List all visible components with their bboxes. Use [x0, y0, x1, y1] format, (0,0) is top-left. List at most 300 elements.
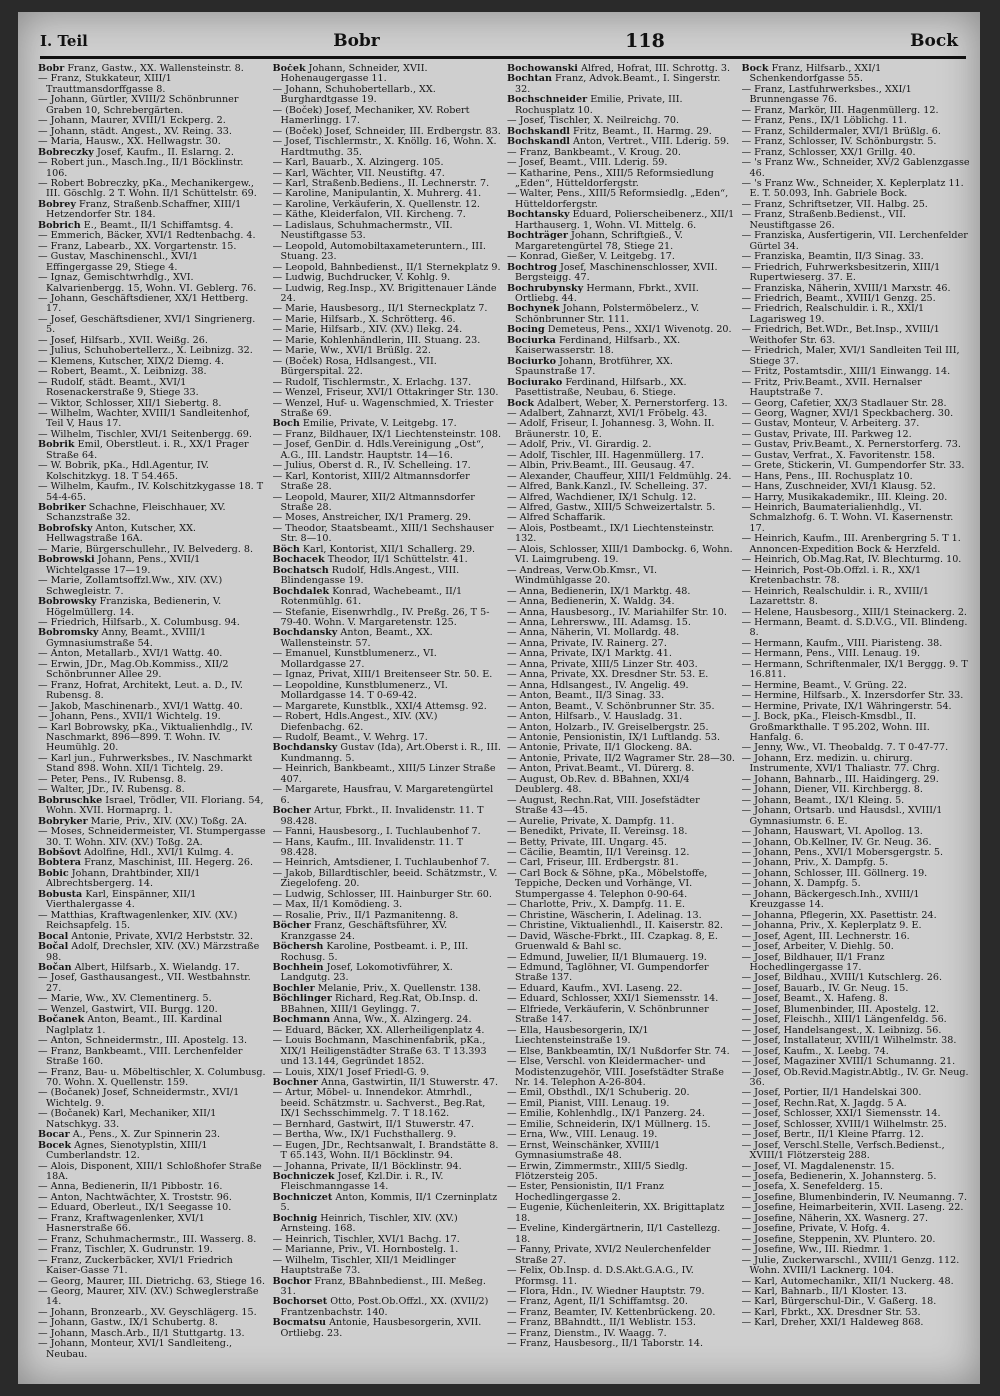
entry-details: Adolfine, Hdl., XVI/1 Kulmg. 4.: [84, 846, 234, 858]
entry-details: Franziska, Bedienerin, V. Högelmüllerg. 14.: [46, 596, 222, 618]
entry-details: — Grete, Stickerin, VI. Gumpendorfer Str. 33.: [741, 460, 965, 472]
entry-details: — Konrad, Gießer, V. Leitgebg. 17.: [507, 251, 675, 263]
directory-entry: [507, 524, 736, 545]
directory-entry: [273, 1141, 502, 1162]
directory-entry: [38, 95, 267, 116]
directory-entry: [742, 587, 971, 608]
entry-details: Richard, Reg.Rat, Ob.Insp. d. BBahnen, XIII/1 Geylingg. 7.: [280, 993, 479, 1015]
entry-details: Alfred, Hofrat, III. Schrottg. 3.: [580, 64, 731, 74]
directory-entry: [742, 1318, 971, 1328]
directory-entry: [38, 378, 267, 399]
entry-details: — Franz, Agent, II/1 Schiffamtsg. 20.: [507, 1296, 688, 1308]
entry-surname: Bochacek: [272, 554, 325, 566]
entry-details: — Josefa, X. Senefelderg. 15.: [741, 1181, 883, 1193]
entry-surname: Bobšovt: [38, 846, 82, 858]
entry-details: — Josef, Schlosser, XVIII/1 Wilhelmstr. 25.: [741, 1118, 947, 1130]
entry-details: — Anna, Bedienerin, X. Waldg. 34.: [507, 596, 675, 608]
directory-entry: [507, 566, 736, 587]
entry-details: — 's Franz Ww., Schneider, XV/2 Gablenzgasse 46.: [741, 157, 970, 179]
entry-details: — Karl, Bürgerschul-Dir., V. Gaßerg. 18.: [741, 1296, 937, 1308]
directory-entry: [273, 806, 502, 827]
entry-details: — Rudolf, städt. Beamt., XVI/1 Rosenackerstraße 9, Stiege 33.: [38, 376, 199, 399]
entry-details: — Eduard, Bäcker, XX. Allerheiligenplatz 4.: [272, 1024, 485, 1036]
entry-surname: Bochschneider: [507, 94, 588, 106]
directory-entry: [507, 1005, 736, 1026]
directory-entry: [38, 890, 267, 911]
entry-surname: Bociurako: [507, 376, 563, 388]
entry-details: Adalbert, Weber, X. Pernerstorferg. 13.: [537, 397, 728, 409]
directory-entry: [507, 210, 736, 231]
entry-details: — Josef, Bildhauer, II/1 Franz Hochedlingergasse 17.: [741, 951, 885, 973]
entry-details: — Hermann, Pens., VIII. Lenaug. 19.: [741, 648, 921, 660]
entry-details: Melanie, Priv., X. Quellenstr. 138.: [317, 982, 481, 994]
directory-entry: [38, 628, 267, 649]
entry-details: — Carl, Friseur, III. Erdbergstr. 81.: [507, 857, 679, 869]
entry-details: — Josef, Fleischh., XIII/1 Längenfeldg. 56.: [741, 1014, 947, 1026]
entry-details: — Leopold, Automobiltaxameteruntern., III. Stuang. 23.: [272, 240, 486, 263]
directory-entry: [273, 1172, 502, 1193]
directory-entry: [273, 681, 502, 702]
entry-surname: Bobrey: [38, 198, 76, 210]
entry-surname: Bobrofsky: [38, 522, 93, 534]
entry-details: — Hermann, Schriftenmaler, IX/1 Berggg. 9. T 16.811.: [741, 658, 968, 681]
entry-details: — Anna, Private, XIII/5 Linzer Str. 403.: [507, 658, 698, 670]
directory-entry: [507, 378, 736, 399]
directory-entry: [38, 200, 267, 221]
entry-details: — Franz, Tischler, X. Gudrunstr. 19.: [38, 1244, 213, 1256]
entry-details: — Eduard, Oberleut., IX/1 Seegasse 10.: [38, 1202, 232, 1214]
entry-details: — Emanuel, Kunstblumenerz., VI. Mollardgasse 27.: [272, 648, 437, 670]
entry-details: — Alfred, Bank.Kanzl., IV. Schelleing. 37.: [507, 481, 708, 493]
entry-details: — Edmund, Taglöhner, VI. Gumpendorfer Straße 137.: [507, 961, 709, 984]
directory-entry: [507, 963, 736, 984]
entry-surname: Bocher: [272, 805, 311, 817]
directory-entry: [38, 294, 267, 315]
entry-details: — Franz, Lastfuhrwerksbes., XXI/1 Brunnengasse 76.: [741, 83, 912, 106]
directory-entry: [273, 942, 502, 963]
entry-details: — W. Bobrik, pKa., Hdl.Agentur, IV. Kolschitzkyg. 18. T 54.465.: [38, 460, 209, 482]
entry-details: — Margarete, Kunstblk., XXI/4 Attemsg. 92.: [272, 700, 487, 712]
entry-details: — Felix, Ob.Insp. d. D.S.Akt.G.A.G., IV. Pformsg. 11.: [507, 1265, 694, 1287]
entry-details: Franz, Maschinist, III. Hegerg. 26.: [84, 857, 254, 869]
column-2: [273, 64, 502, 1366]
entry-details: — Friedrich, Maler, XVI/1 Sandleiten Teil III, Stiege 37.: [741, 345, 960, 367]
entry-surname: Bobruschke: [38, 794, 103, 806]
entry-details: — Franziska, Beamtin, II/3 Sinag. 33.: [741, 251, 924, 263]
entry-details: — Hermine, Private, IX/1 Währingerstr. 54.: [741, 700, 952, 712]
entry-details: — Josefine, Steppenin, XV. Pluntero. 20.: [741, 1233, 936, 1245]
directory-entry: [38, 1088, 267, 1109]
entry-details: — Ladislaus, Schuhmachermstr., VII. Neustiftgasse 53.: [272, 219, 453, 242]
entry-details: — Hermann, Beamt. d. S.D.V.G., VII. Blindeng. 8.: [741, 617, 968, 639]
entry-details: — Johann, Ortsarb. und Hausdsl., XVIII/1 Gymnasiumstr. 6. E.: [741, 805, 943, 827]
entry-details: — Eugenie, Küchenleiterin, XX. Brigittaplatz 18.: [507, 1202, 725, 1224]
entry-details: Johann, Brotführer, XX. Spaunstraße 17.: [515, 355, 673, 378]
entry-details: — Bertha, Ww., IX/1 Fuchsthallerg. 9.: [272, 1129, 457, 1141]
entry-details: — Ella, Hausbesorgerin, IX/1 Liechtensteinstraße 19.: [507, 1024, 649, 1047]
entry-details: — Karl jun., Fuhrwerksbes., IV. Naschmarkt Stand 898. Wohn. XII/1 Tichtelg. 29.: [38, 752, 253, 775]
entry-details: Heinrich, Tischler, XIV. (XV.) Arnsteing. 168.: [280, 1212, 458, 1235]
entry-surname: Bochhein: [272, 961, 324, 973]
entry-details: — Walter, JDr., IV. Rubensg. 8.: [38, 784, 185, 796]
entry-details: — August, Ob.Rev. d. BBahnen, XXI/4 Deublerg. 48.: [507, 773, 690, 796]
directory-entry: [38, 911, 267, 932]
directory-entry: [38, 942, 267, 963]
directory-entry: [38, 1068, 267, 1089]
entry-details: — (Bočanek) Karl, Mechaniker, XII/1 Natschkyg. 33.: [38, 1108, 217, 1130]
entry-details: — Gustav, Verfrat., X. Favoritenstr. 158.: [741, 449, 936, 461]
entry-details: — Edmund, Juwelier, II/1 Blumauerg. 19.: [507, 951, 707, 963]
entry-details: — Anton, Metallarb., XVI/1 Wattg. 40.: [38, 648, 223, 660]
entry-details: — Anna, Private, XX. Dresdner Str. 53. E.: [507, 669, 709, 681]
entry-surname: Bock: [741, 64, 769, 74]
entry-details: — Franziska, Ausfertigerin, VII. Lerchenfelder Gürtel 34.: [741, 230, 968, 252]
directory-entry: [38, 1214, 267, 1235]
directory-entry: [507, 231, 736, 252]
entry-details: — Josef, Bauarb., IV. Gr. Neug. 15.: [741, 982, 909, 994]
entry-details: — (Boček) Josef, Schneider, III. Erdbergstr. 83.: [272, 125, 501, 137]
directory-entry: [273, 1297, 502, 1318]
entry-surname: Bochskandl: [507, 136, 570, 148]
directory-entry: [38, 827, 267, 848]
entry-details: — Anton, Hilfsarb., V. Hausladg. 31.: [507, 711, 683, 723]
entry-details: Otto, Post.Ob.Offzl., XX. (XVII/2) Frantzenbachstr. 140.: [280, 1296, 489, 1318]
directory-entry: [273, 493, 502, 514]
entry-details: — Adalbert, Zahnarzt, XVI/1 Fröbelg. 43.: [507, 407, 708, 419]
directory-entry: [507, 169, 736, 190]
entry-details: — Heinrich, Bankbeamt., XIII/5 Linzer Straße 407.: [272, 763, 496, 785]
directory-entry: [273, 1193, 502, 1214]
directory-entry: [742, 231, 971, 252]
entry-details: — Josef, Schlosser, XXI/1 Siemensstr. 14.: [741, 1108, 941, 1120]
entry-details: — Anna, Hdlsangest., IV. Angelig. 49.: [507, 679, 689, 691]
entry-details: Konrad, Wachebeamt., II/1 Rotenmühlg. 61.: [280, 585, 463, 608]
entry-details: — Eveline, Kindergärtnerin, II/1 Castellezg. 18.: [507, 1223, 721, 1245]
entry-details: — Josefine, Heimarbeiterin, XVII. Laseng. 22.: [741, 1202, 964, 1214]
entry-surname: Bočanek: [38, 1014, 85, 1026]
entry-details: — Karoline, Manipulantin, X. Muhrerg. 41.: [272, 188, 482, 200]
entry-surname: Bochskandl: [507, 125, 570, 137]
entry-details: — Josef, Agent, III. Lechnerstr. 16.: [741, 930, 910, 942]
entry-details: — Franz, Beamter, IV. Kettenbrückeng. 20.: [507, 1306, 716, 1318]
directory-entry: [742, 618, 971, 639]
entry-details: E., Beamt., II/1 Schiffamtsg. 4.: [83, 219, 234, 231]
entry-details: — Josef, Kaufm., X. Leebg. 74.: [741, 1045, 889, 1057]
entry-details: — Franz, Hausbesorg., II/1 Taborstr. 14.: [507, 1338, 704, 1350]
entry-details: Artur, Fbrkt., II. Invalidenstr. 11. T 98.428.: [280, 805, 484, 827]
entry-details: — Emil, Pianist, VIII. Lenaug. 19.: [507, 1097, 670, 1109]
directory-entry: [273, 994, 502, 1015]
entry-details: — Josefine, Blumenbinderin, IV. Neumanng. 7.: [741, 1191, 968, 1203]
entry-surname: Bobr: [38, 64, 65, 74]
entry-surname: Bobrowski: [38, 554, 95, 566]
entry-details: Franz, Gastw., XX. Wallensteinstr. 8.: [67, 64, 244, 74]
entry-details: — Josef, Arbeiter, V. Diehlg. 50.: [741, 941, 894, 953]
entry-details: — Anna, Näherin, VI. Mollardg. 48.: [507, 627, 680, 639]
directory-entry: [507, 1266, 736, 1287]
entry-details: Franz, Straßenb.Schaffner, XIII/1 Hetzendorfer Str. 184.: [46, 198, 242, 221]
entry-surname: Bochner: [272, 1076, 318, 1088]
entry-details: — Hermann, Kaufm., VIII. Piaristeng. 38.: [741, 637, 943, 649]
entry-details: — Charlotte, Priv., X. Dampfg. 11. E.: [507, 899, 686, 911]
entry-details: — Wenzel, Friseur, XVI/1 Ottakringer Str. 130.: [272, 387, 499, 399]
directory-entry: [742, 534, 971, 555]
entry-details: Emilie, Private, V. Leitgebg. 17.: [302, 418, 457, 430]
entry-surname: Bochtansky: [507, 209, 570, 221]
entry-details: — Ludwig, Buchdrucker, V. Kohlg. 9.: [272, 272, 451, 284]
entry-details: — Robert, Hdls.Angest., XIV. (XV.) Diefenbachg. 62.: [272, 711, 438, 733]
entry-details: — Louis, XIX/1 Josef Friedl-G. 9.: [272, 1066, 430, 1078]
entry-details: — Josefine, Näherin, XX. Wasnerg. 27.: [741, 1212, 928, 1224]
entry-details: — Peter, Pens., IV. Rubensg. 8.: [38, 773, 187, 785]
entry-details: — Karl, Kontorist, XIII/2 Altmannsdorfer Straße 28.: [272, 470, 470, 493]
directory-entry: [507, 869, 736, 900]
entry-details: — Fritz, Priv.Beamt., XVII. Hernalser Hauptstraße 7.: [741, 376, 922, 399]
entry-details: — Karl, Bahnarb., II/1 Kloster. 13.: [741, 1286, 907, 1298]
page-header: [40, 26, 958, 56]
entry-details: — Alfred, Wachdiener, IX/1 Schulg. 12.: [507, 491, 697, 503]
entry-details: Josef, Maschinenschlosser, XVII. Bergsteigg. 47.: [515, 261, 718, 284]
directory-entry: [507, 1162, 736, 1183]
entry-details: — Johann, Schuhobertellarb., XX. Burghardtgasse 19.: [272, 83, 436, 106]
entry-details: — Jenny, Ww., VI. Theobaldg. 7. T 0-47-77.: [741, 742, 949, 754]
entry-details: — Johann, Monteur, XVI/1 Sandleiteng., Neubau.: [38, 1338, 233, 1360]
directory-entry: [742, 304, 971, 325]
entry-details: — Karoline, Verkäuferin, X. Quellenstr. 12.: [272, 198, 480, 210]
entry-details: — Johann, Pens., XVI/1 Mobersgergstr. 5.: [741, 846, 944, 858]
entry-surname: Bochynek: [507, 303, 560, 315]
left-running-head: Bobr: [333, 31, 380, 51]
entry-details: — Johann, Geschäftsdiener, XX/1 Hettberg. 17.: [38, 292, 249, 315]
directory-entry: [273, 649, 502, 670]
directory-entry: [273, 137, 502, 158]
entry-details: — Marie, Hilfsarb., XIV. (XV.) Ilekg. 24.: [272, 324, 463, 336]
entry-details: — Johann, Gürtler, XVIII/2 Schönbrunner Graben 10, Schrebergärten.: [38, 94, 239, 116]
entry-details: Antonie, Private, XVI/2 Herbststr. 32.: [71, 930, 254, 942]
header-rule: [40, 56, 966, 59]
entry-details: — Franz, Bau- u. Möbeltischler, X. Columbusg. 70. Wohn. X. Quellenstr. 159.: [38, 1066, 266, 1088]
entry-details: — Franz, Bildhauer, IX/1 Liechtensteinstr. 108.: [272, 428, 501, 440]
directory-entry: [273, 608, 502, 629]
entry-surname: Bocing: [507, 324, 545, 336]
entry-details: — Hans, Zuschneider, XVI/1 Klausg. 52.: [741, 481, 936, 493]
entry-details: — Josef, Portier, II/1 Handelskai 300.: [741, 1087, 922, 1099]
entry-surname: Bochniczet: [272, 1191, 333, 1203]
entry-surname: Bochtrog: [507, 261, 557, 273]
entry-surname: Bocar: [38, 1129, 70, 1141]
entry-details: — Karl, Bauarb., X. Alzingerg. 105.: [272, 157, 444, 169]
entry-details: — Robert jun., Masch.Ing., II/1 Böcklinstr. 106.: [38, 157, 244, 179]
entry-details: — Josef, Verschl.Stelle, Verfsch.Bedienst., XVIII/1 Flötzersteig 288.: [741, 1139, 945, 1162]
entry-details: — Franz, Schlosser, XX/1 Grillg. 40.: [741, 146, 916, 158]
entry-details: — Johann, Erz. medizin. u. chirurg. Instrumente, XVI/1 Thaliastr. 77. Chrg.: [741, 752, 940, 775]
entry-details: — Albin, Priv.Beamt., III. Geusaug. 47.: [507, 460, 695, 472]
directory-columns: [38, 64, 970, 1366]
column-4: [742, 64, 971, 1366]
entry-details: — Maria, Hausw., XX. Hellwagstr. 30.: [38, 136, 221, 148]
directory-entry: [742, 953, 971, 974]
entry-details: — Benedikt, Private, II. Vereinsg. 18.: [507, 826, 688, 838]
entry-details: — Anton, Beamt., V. Schönbrunner Str. 35.: [507, 700, 715, 712]
entry-surname: Bobrik: [38, 439, 75, 451]
entry-details: — Emmerich, Bäcker, XVI/1 Redtenbachg. 4.: [38, 230, 256, 242]
entry-details: — Marianne, Priv., VI. Hornbostelg. 1.: [272, 1244, 459, 1256]
entry-details: — Franz, BBahndtt., II/1 Weblistr. 153.: [507, 1317, 696, 1329]
entry-details: — Johanna, Pflegerin, XX. Pasettistr. 24.: [741, 909, 937, 921]
entry-details: — Gustav, Maschinenschl., XVI/1 Effingergasse 29, Stiege 4.: [38, 251, 199, 273]
entry-details: — Franz, Schriftsetzer, VII. Halbg. 25.: [741, 198, 928, 210]
directory-entry: [507, 1245, 736, 1266]
entry-details: — Anton, Privat.Beamt., VI. Dürerg. 8.: [507, 763, 695, 775]
entry-details: — Johanna, Priv., X. Keplerplatz 9. E.: [741, 920, 922, 932]
directory-entry: [273, 628, 502, 649]
entry-details: — Franz, Schildermaler, XVI/1 Brüßlg. 6.: [741, 125, 941, 137]
entry-details: — Emilie, Schneiderin, IX/1 Müllnerg. 15.: [507, 1118, 711, 1130]
directory-entry: [273, 357, 502, 378]
entry-surname: Bochor: [272, 1275, 312, 1287]
entry-details: Josef, Kzl.Dir. i. R., IV. Fleischmanngasse 14.: [280, 1171, 444, 1193]
directory-entry: [507, 419, 736, 440]
entry-surname: Bochowanski: [507, 64, 578, 74]
entry-details: — Johanna, Private, II/1 Böcklinstr. 94.: [272, 1160, 462, 1172]
entry-details: — (Boček) Josef, Mechaniker, XV. Robert Hamerlingg. 17.: [272, 104, 470, 127]
directory-entry: [507, 932, 736, 953]
entry-details: — Josef, Tischlermstr., X. Knöllg. 16, Wohn. X. Hardtmuthg. 35.: [272, 136, 497, 158]
directory-page: [18, 12, 980, 1384]
entry-details: — Leopold, Bahnbedienst., II/1 Sternekplatz 9.: [272, 261, 501, 273]
directory-entry: [38, 440, 267, 461]
entry-details: — Franz, Hofrat, Architekt, Leut. a. D., IV. Rubensg. 8.: [38, 679, 243, 702]
entry-details: — Harry, Musikakademikr., III. Kleing. 20.: [741, 491, 948, 503]
entry-details: — Bernhard, Gastwirt, II/1 Stuwerstr. 47.: [272, 1118, 475, 1130]
entry-details: — Anton, Holzarb., IV. Greiselbergstr. 25.: [507, 721, 709, 733]
entry-surname: Bobryker: [38, 815, 88, 827]
entry-details: — Wenzel, Gastwirt, VII. Burgg. 120.: [38, 1003, 218, 1015]
directory-entry: [507, 74, 736, 95]
entry-details: Israel, Trödler, VII. Floriang. 54, Wohn. XVII. Hormaprg. 1.: [46, 794, 264, 817]
directory-entry: [38, 973, 267, 994]
entry-details: — (Boček) Rosa, Hdlsangest., VII. Bürgerspital. 22.: [272, 355, 437, 378]
entry-details: — Karl, Automechanikr., XII/1 Nuckerg. 48.: [741, 1275, 954, 1287]
entry-details: Anton, Vertret., VIII. Lderig. 59.: [572, 136, 730, 148]
directory-entry: [273, 1036, 502, 1067]
entry-details: — Marie, Hilfsarb., X. Schrötterg. 46.: [272, 313, 456, 325]
entry-surname: Bochnig: [272, 1212, 318, 1224]
directory-entry: [273, 963, 502, 984]
entry-details: — Heinrich, Kaufm., III. Arenbergring 5. T 1. Annoncen-Expedition Bock & Herzfeld.: [741, 533, 961, 555]
entry-details: — Josefa, Bedienerin, X. Johannsterg. 5.: [741, 1171, 937, 1183]
directory-entry: [38, 1256, 267, 1277]
entry-details: — (Bočanek) Josef, Schneidermstr., XVI/1 Wichtelg. 9.: [38, 1087, 240, 1109]
directory-entry: [742, 754, 971, 775]
entry-details: — Johann, X. Dampfg. 5.: [741, 878, 861, 890]
directory-entry: [273, 743, 502, 764]
entry-details: — Käthe, Kleiderfalon, VII. Kircheng. 7.: [272, 209, 466, 221]
entry-details: — Franz, Stukkateur, XIII/1 Trauttmansdorffgasse 8.: [38, 73, 172, 95]
entry-surname: Boček: [272, 64, 306, 74]
directory-entry: [38, 1162, 267, 1183]
entry-details: — Georg, Wagner, XVI/1 Speckbacherg. 30.: [741, 407, 954, 419]
directory-entry: [38, 179, 267, 200]
directory-entry: [507, 545, 736, 566]
entry-details: — Hermine, Beamt., V. Grüng. 22.: [741, 679, 907, 691]
directory-entry: [742, 806, 971, 827]
entry-surname: Bobromsky: [38, 627, 99, 639]
entry-details: — Fanny, Private, XVI/2 Neulerchenfelder Straße 27.: [507, 1244, 711, 1266]
entry-details: — Franziska, Näherin, XVIII/1 Marxstr. 46.: [741, 282, 951, 294]
entry-details: Emil, Oberstleut. i. R., XX/1 Prager Straße 64.: [46, 439, 249, 461]
entry-details: — Alexander, Chauffeur, XIII/1 Feldmühlg. 24.: [507, 470, 732, 482]
entry-details: — Johann, Maurer, XVIII/1 Eckperg. 2.: [38, 115, 226, 127]
entry-details: Franz, Geschäftsführer, XV. Kranzgasse 24.: [280, 920, 448, 942]
directory-entry: [38, 754, 267, 775]
entry-details: — Wilhelm, Wachter, XVIII/1 Sandleitenhof, Teil V, Haus 17.: [38, 407, 250, 430]
entry-details: — Josef, GenDir. d. Hdls.Vereinigung „Ost“, A.G., III. Landstr. Hauptstr. 14—16.: [272, 439, 484, 461]
entry-details: — Christine, Wäscherin, I. Adelinag. 13.: [507, 909, 702, 921]
entry-details: Fritz, Beamt., II. Harmg. 29.: [572, 125, 712, 137]
entry-details: Karoline, Postbeamt. i. P., III. Rochusg. 5.: [280, 941, 469, 963]
entry-details: — Cäcilie, Beamtin, II/1 Vereinsg. 12.: [507, 846, 690, 858]
entry-details: — Johann, Ob.Kellner, IV. Gr. Neug. 36.: [741, 836, 932, 848]
entry-details: Anton, Beamt., III. Kardinal Naglplatz 1.: [46, 1014, 223, 1036]
entry-details: — Gustav, Private, III. Parkweg 12.: [741, 428, 912, 440]
entry-details: Johann, Polstermöbelerz., V. Schönbrunner Str. 111.: [515, 303, 700, 325]
entry-details: — Johann, Diener, VII. Kirchbergg. 8.: [741, 784, 923, 796]
entry-details: — Anna, Private, IX/1 Marktg. 41.: [507, 648, 672, 660]
directory-entry: [742, 1068, 971, 1089]
entry-details: Rudolf, Hdls.Angest., VIII. Blindengasse 19.: [280, 564, 460, 587]
entry-details: A., Pens., X. Zur Spinnerin 23.: [72, 1129, 221, 1141]
entry-details: — Franz, Bankbeamt., VIII. Lerchenfelder Straße 160.: [38, 1045, 243, 1068]
entry-details: — Wilhelm, Tischler, XVI/1 Seitenbergg. 69.: [38, 428, 252, 440]
entry-surname: Bochträger: [507, 230, 568, 242]
entry-details: — Karl, Wächter, VII. Neustiftg. 47.: [272, 167, 445, 179]
entry-details: — Alois, Postbeamt., IX/1 Liechtensteinstr. 132.: [507, 522, 715, 545]
directory-entry: [507, 1182, 736, 1203]
entry-details: — Josef, Hilfsarb., XVII. Weißg. 26.: [38, 334, 208, 346]
entry-details: — Flora, Hdn., IV. Wiedner Hauptstr. 79.: [507, 1286, 705, 1298]
directory-entry: [38, 1339, 267, 1360]
entry-details: — Alois, Schlosser, XIII/1 Dambockg. 6, Wohn. VI. Laimgrubeng. 19.: [507, 543, 733, 566]
entry-details: — Franz, Markör, III. Hagenmüllerg. 12.: [741, 104, 939, 116]
entry-details: Josef, Kaufm., II. Eslarng. 2.: [96, 146, 234, 158]
entry-surname: Bociurka: [507, 334, 556, 346]
directory-entry: [742, 263, 971, 284]
entry-details: Anna, Gastwirtin, II/1 Stuwerstr. 47.: [321, 1076, 499, 1088]
directory-entry: [273, 440, 502, 461]
entry-details: — Margarete, Hausfrau, V. Margaretengürtel 6.: [272, 784, 494, 806]
entry-details: — Rudolf, Beamt., V. Wehrg. 17.: [272, 732, 428, 743]
entry-details: — Antonie, Private, II/1 Glockeng. 8A.: [507, 742, 693, 754]
entry-details: — Jakob, Billardtischler, beeid. Schätzmstr., V. Ziegelofeng. 20.: [272, 867, 498, 890]
entry-details: — Erna, Ww., VIII. Lenaug. 19.: [507, 1129, 658, 1141]
entry-details: — Wenzel, Huf- u. Wagenschmied, X. Triester Straße 69.: [272, 397, 494, 419]
entry-details: — Anna, Lehrersww., III. Adamsg. 15.: [507, 617, 691, 629]
entry-details: Johann, Schneider, XVII. Hohenaugergasse 11.: [280, 64, 428, 85]
entry-details: Franz, Hilfsarb., XXI/1 Schenkendorfgasse 55.: [749, 64, 882, 85]
directory-entry: [742, 179, 971, 200]
entry-surname: Böchlinger: [272, 993, 332, 1005]
entry-details: — Josef, Beamt., VIII. Lderig. 59.: [507, 157, 668, 169]
entry-details: — Adolf, Priv., VI. Girardig. 2.: [507, 439, 652, 451]
entry-details: — Josef, Blumenbinder, III. Apostelg. 12.: [741, 1003, 940, 1015]
directory-entry: [507, 775, 736, 796]
directory-entry: [38, 409, 267, 430]
directory-entry: [273, 712, 502, 733]
entry-details: Albert, Hilfsarb., X. Wielandg. 17.: [74, 961, 240, 973]
entry-details: — Eduard, Kaufm., XVI. Laseng. 22.: [507, 982, 683, 994]
entry-details: — Josef, Gasthausangest., VII. Westbahnstr. 27.: [38, 972, 251, 994]
